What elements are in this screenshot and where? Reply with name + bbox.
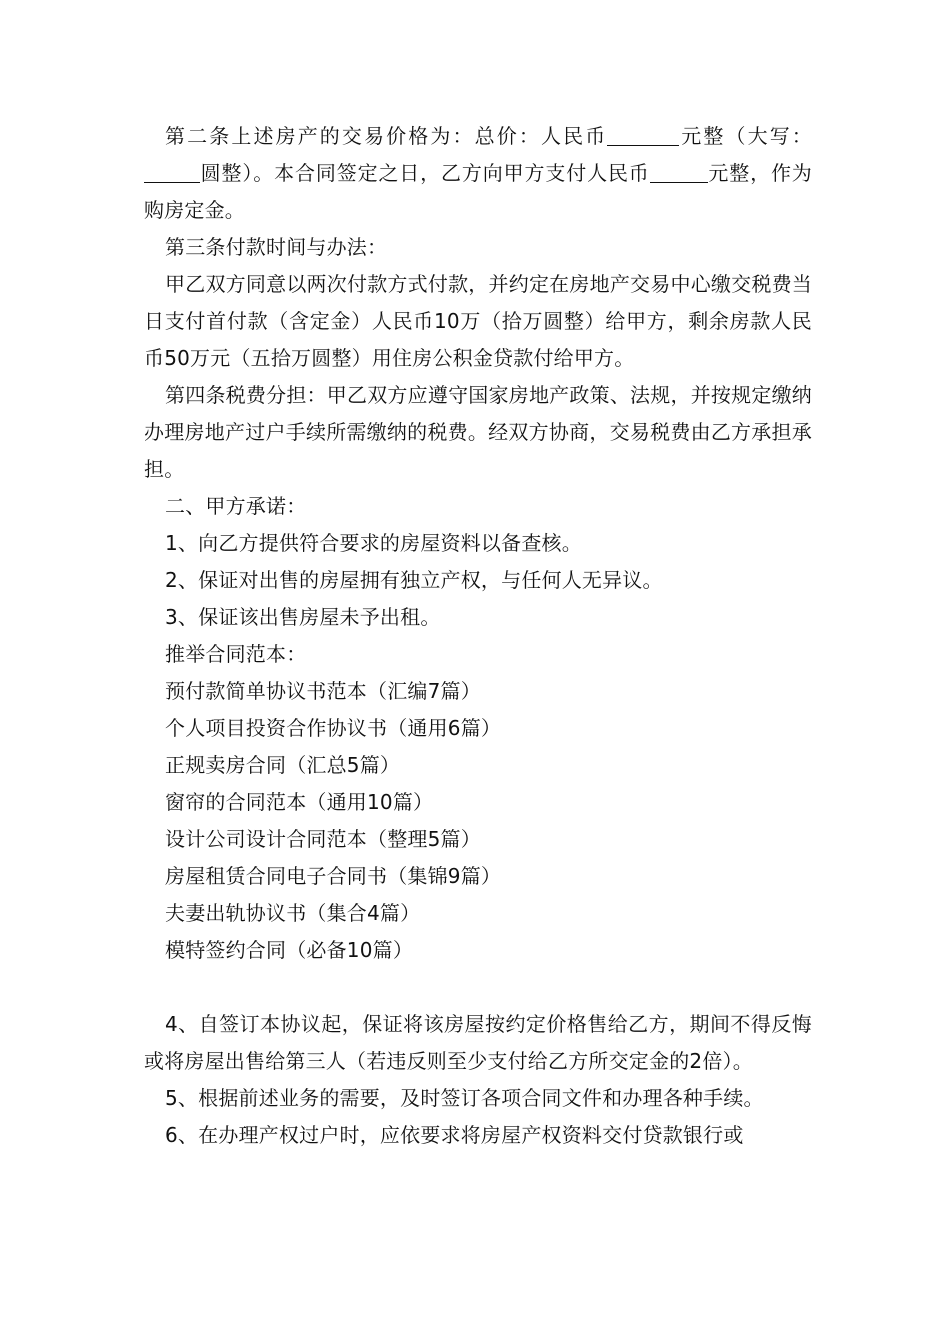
deposit-blank bbox=[650, 162, 708, 183]
article-4-paragraph: 第四条税费分担：甲乙双方应遵守国家房地产政策、法规，并按规定缴纳办理房地产过户手续所需缴纳的税费。经双方协商，交易税费由乙方承担承担。 bbox=[144, 383, 812, 481]
promise-item: 3、保证该出售房屋未予出租。 bbox=[165, 605, 441, 629]
promise-item: 4、自签订本协议起，保证将该房屋按约定价格售给乙方，期间不得反悔或将房屋出售给第三人（若违反则至少支付给乙方所交定金的2倍）。 bbox=[144, 1012, 812, 1073]
document-body bbox=[144, 118, 812, 1154]
recommend-link[interactable]: 窗帘的合同范本（通用10篇） bbox=[165, 790, 434, 814]
recommend-link[interactable]: 预付款简单协议书范本（汇编7篇） bbox=[165, 679, 481, 703]
article-2-text-4: 元整，作为购房定金。 bbox=[144, 161, 813, 222]
promise-item: 6、在办理产权过户时，应依要求将房屋产权资料交付贷款银行或 bbox=[165, 1123, 744, 1147]
recommend-link[interactable]: 房屋租赁合同电子合同书（集锦9篇） bbox=[165, 864, 502, 888]
price-uppercase-blank bbox=[144, 162, 200, 183]
blank-line bbox=[144, 969, 812, 1006]
promise-item: 5、根据前述业务的需要，及时签订各项合同文件和办理各种手续。 bbox=[165, 1086, 764, 1110]
article-2-text-1: 第二条上述房产的交易价格为：总价：人民币 bbox=[165, 124, 608, 148]
section-2-title: 二、甲方承诺： bbox=[165, 494, 307, 518]
promise-item: 1、向乙方提供符合要求的房屋资料以备查核。 bbox=[165, 531, 582, 555]
promise-item: 2、保证对出售的房屋拥有独立产权，与任何人无异议。 bbox=[165, 568, 663, 592]
recommend-link[interactable]: 设计公司设计合同范本（整理5篇） bbox=[165, 827, 481, 851]
article-2-text-2: 元整（大写： bbox=[679, 124, 813, 148]
recommend-title: 推举合同范本： bbox=[165, 642, 307, 666]
recommend-link[interactable]: 模特签约合同（必备10篇） bbox=[165, 938, 414, 962]
article-2-text-3: 圆整）。本合同签定之日，乙方向甲方支付人民币 bbox=[200, 161, 650, 185]
article-3-body: 甲乙双方同意以两次付款方式付款，并约定在房地产交易中心缴交税费当日支付首付款（含定金）人民币10万（拾万圆整）给甲方，剩余房款人民币50万元（五拾万圆整）用住房公积金贷款付给甲方。 bbox=[144, 272, 812, 370]
recommend-link[interactable]: 个人项目投资合作协议书（通用6篇） bbox=[165, 716, 502, 740]
recommend-link[interactable]: 夫妻出轨协议书（集合4篇） bbox=[165, 901, 421, 925]
price-blank bbox=[607, 125, 679, 146]
recommend-link[interactable]: 正规卖房合同（汇总5篇） bbox=[165, 753, 401, 777]
article-3-title: 第三条付款时间与办法： bbox=[165, 235, 388, 259]
article-2-paragraph bbox=[144, 118, 812, 229]
